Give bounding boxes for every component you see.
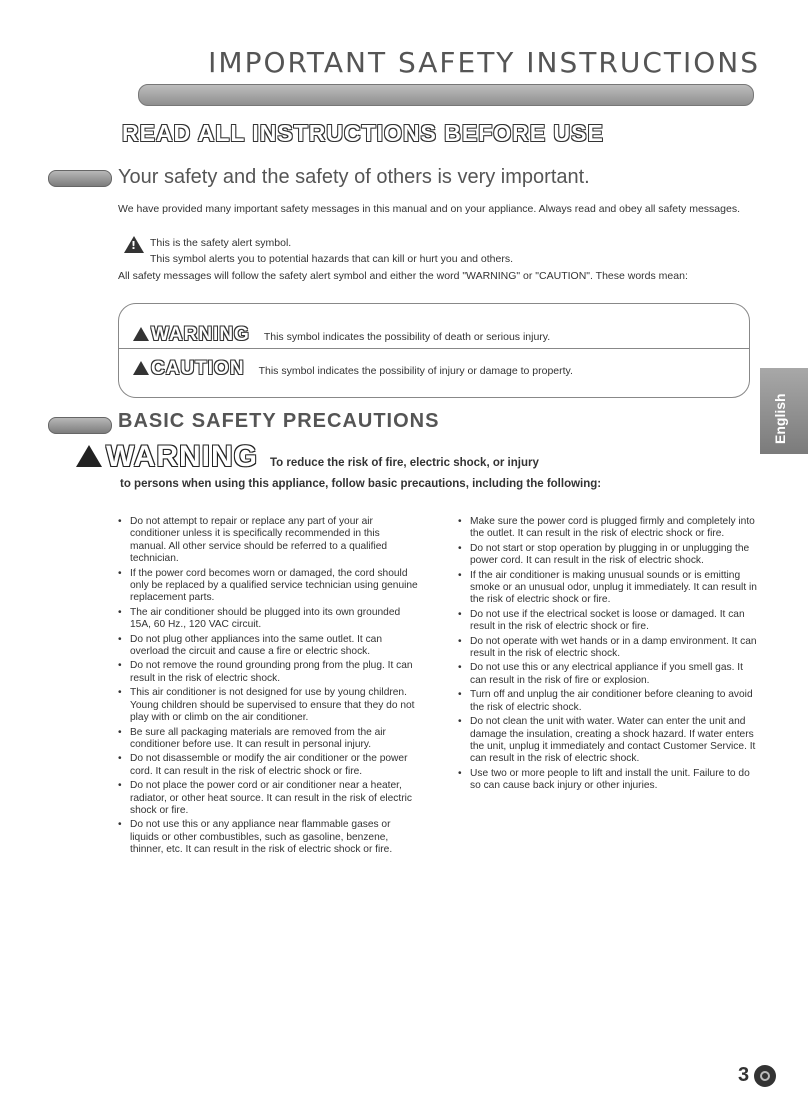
list-item: • Do not use this or any electrical appliance if you smell gas. It can result in the risk of fire or explosion. [458, 662, 758, 687]
section-marker-pill [48, 417, 112, 434]
list-item: • Do not disassemble or modify the air conditioner or the power cord. It can result in the risk of electric shock or fire. [118, 753, 418, 778]
list-item: • Turn off and unplug the air conditioner before cleaning to avoid the risk of electric shock. [458, 689, 758, 714]
signal-words-box [118, 303, 750, 398]
list-item: • Do not plug other appliances into the same outlet. It can overload the circuit and cause a fire or electric shock. [118, 634, 418, 659]
section-marker-pill [48, 170, 112, 187]
list-item: • Do not use if the electrical socket is loose or damaged. It can result in the risk of electric shock or fire. [458, 609, 758, 634]
safety-intro-text: We have provided many important safety messages in this manual and on your appliance. Always read and obey all safety messages. [118, 203, 740, 215]
warning-label: WARNING [151, 324, 250, 345]
list-item: • Use two or more people to lift and install the unit. Failure to do so can cause back injury or other injuries. [458, 768, 758, 793]
list-item: • This air conditioner is not designed for use by young children. Young children should be supervised to ensure that they do not play with or climb on the air conditioner. [118, 687, 418, 724]
list-item: • Do not remove the round grounding prong from the plug. It can result in the risk of electric shock. [118, 660, 418, 685]
list-item: • Be sure all packaging materials are removed from the air conditioner before use. It can result in personal injury. [118, 727, 418, 752]
safety-alert-icon [124, 236, 144, 253]
side-tab-label: English [772, 393, 788, 444]
page-title: IMPORTANT SAFETY INSTRUCTIONS [208, 46, 760, 79]
list-item: • Do not use this or any appliance near flammable gases or liquids or other combustibles, such as gasoline, benzene, thinner, etc. It can result in the risk of electric shock or fire. [118, 819, 418, 856]
list-item: • If the air conditioner is making unusual sounds or is emitting smoke or an unusual odor, unplug it immediately. It can result in the risk of electric shock or fire. [458, 570, 758, 607]
precautions-right-column [458, 516, 758, 795]
box-divider [119, 348, 749, 349]
caution-triangle-icon [133, 361, 149, 375]
basic-warning-line2: to persons when using this appliance, follow basic precautions, including the following: [120, 478, 602, 490]
basic-warning-line1: To reduce the risk of fire, electric shock, or injury [270, 457, 539, 469]
basic-warning-label: WARNING [106, 440, 258, 473]
warning-row [133, 324, 550, 346]
caution-label: CAUTION [151, 358, 245, 379]
warning-triangle-icon [133, 327, 149, 341]
title-underline-bar [138, 84, 754, 106]
language-side-tab [760, 368, 808, 454]
follow-symbol-text: All safety messages will follow the safety alert symbol and either the word "WARNING" or "CAUTION". These words mean: [118, 270, 688, 282]
list-item: • The air conditioner should be plugged into its own grounded 15A, 60 Hz., 120 VAC circuit. [118, 607, 418, 632]
basic-precautions-heading: BASIC SAFETY PRECAUTIONS [118, 410, 440, 432]
precautions-left-column [118, 516, 418, 859]
safety-heading: Your safety and the safety of others is very important. [118, 166, 590, 188]
alert-symbol-description: This symbol alerts you to potential hazards that can kill or hurt you and others. [150, 253, 514, 265]
large-warning-triangle-icon [76, 445, 102, 467]
list-item: • Make sure the power cord is plugged firmly and completely into the outlet. It can result in the risk of electric shock or fire. [458, 516, 758, 541]
basic-warning-banner [76, 440, 539, 474]
list-item: • Do not clean the unit with water. Water can enter the unit and damage the insulation, creating a shock hazard. If water enters the unit, unplug it immediately and contact Customer Service. It can result in the risk of electric shock. [458, 716, 758, 766]
list-item: • Do not attempt to repair or replace any part of your air conditioner unless it is specifically recommended in this manual. All other service should be referred to a qualified technician. [118, 516, 418, 566]
caution-row [133, 358, 573, 380]
list-item: • If the power cord becomes worn or damaged, the cord should only be replaced by a qualified service technician using genuine replacement parts. [118, 568, 418, 605]
page-number: 3 [738, 1064, 750, 1086]
list-item: • Do not place the power cord or air conditioner near a heater, radiator, or other heat source. It can result in the risk of electric shock or fire. [118, 780, 418, 817]
caution-description: This symbol indicates the possibility of injury or damage to property. [258, 365, 573, 377]
read-all-instructions-heading: READ ALL INSTRUCTIONS BEFORE USE [122, 120, 604, 146]
alert-symbol-line: This is the safety alert symbol. [150, 237, 292, 249]
list-item: • Do not start or stop operation by plugging in or unplugging the power cord. It can result in the risk of electric shock. [458, 543, 758, 568]
list-item: • Do not operate with wet hands or in a damp environment. It can result in the risk of electric shock. [458, 636, 758, 661]
warning-description: This symbol indicates the possibility of death or serious injury. [263, 331, 551, 343]
brand-logo-icon [754, 1065, 776, 1087]
